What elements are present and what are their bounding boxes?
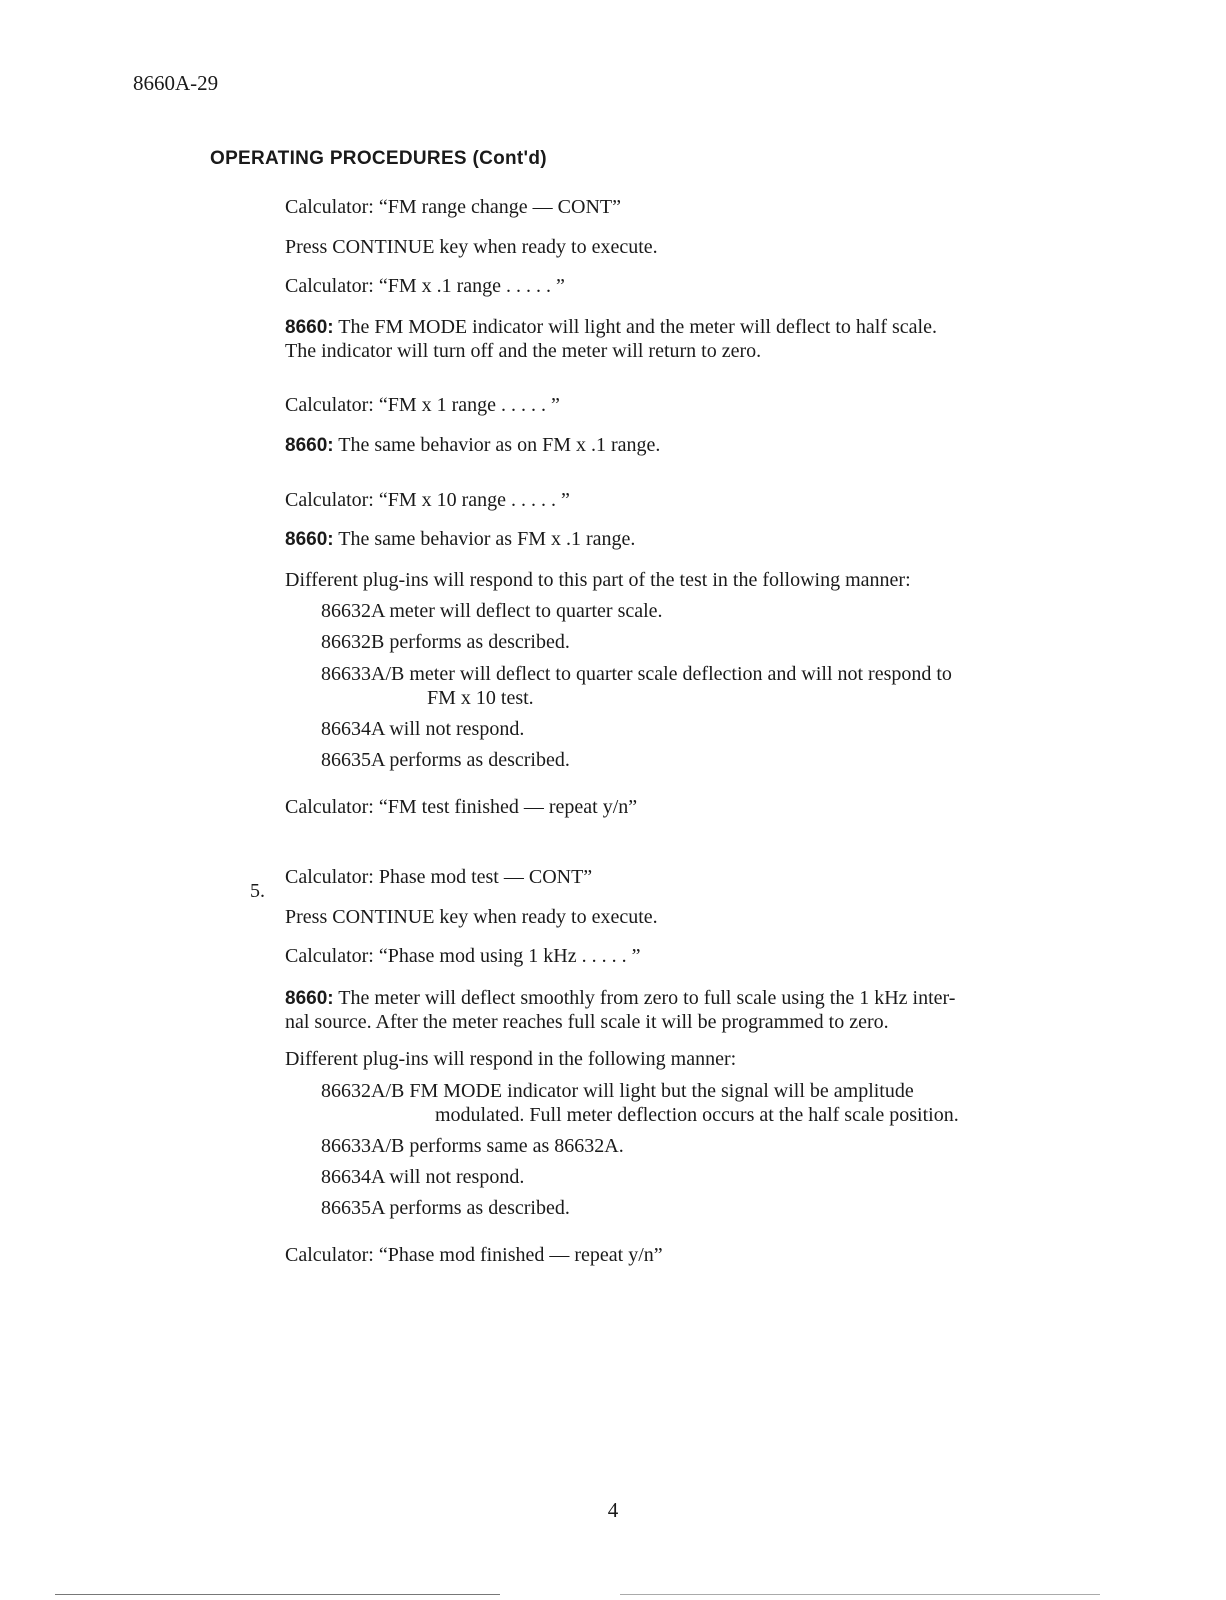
text-8660-same-behavior-1: The same behavior as on FM x .1 range. — [333, 434, 661, 456]
line-8660-meter-deflect — [285, 987, 955, 1010]
line-8660-fm-mode — [285, 316, 937, 339]
line-86632b-described: 86632B performs as described. — [321, 631, 570, 653]
line-8660-meter-deflect-cont: nal source. After the meter reaches full scale it will be programmed to zero. — [285, 1011, 889, 1033]
line-86633ab-same: 86633A/B performs same as 86632A. — [321, 1135, 624, 1157]
text-8660-same-behavior-2: The same behavior as FM x .1 range. — [333, 528, 636, 550]
line-different-plugins-2: Different plug-ins will respond in the following manner: — [285, 1048, 737, 1070]
line-phase-mod-test: Calculator: Phase mod test — CONT” — [285, 866, 593, 888]
step-number-5: 5. — [250, 880, 265, 902]
line-8660-same-behavior-2 — [285, 528, 635, 551]
line-phase-mod-1khz: Calculator: “Phase mod using 1 kHz . . . . . ” — [285, 945, 641, 967]
line-phase-mod-finished: Calculator: “Phase mod finished — repeat y/n” — [285, 1244, 663, 1266]
line-86633ab-quarter-cont: FM x 10 test. — [427, 687, 534, 709]
text-8660-fm-mode: The FM MODE indicator will light and the meter will deflect to half scale. — [333, 316, 937, 338]
line-press-continue-1: Press CONTINUE key when ready to execute. — [285, 236, 658, 258]
line-86632ab-fm-mode-cont: modulated. Full meter deflection occurs at the half scale position. — [435, 1104, 959, 1126]
scan-edge-rule-right — [620, 1594, 1100, 1595]
line-86635a-described: 86635A performs as described. — [321, 749, 570, 771]
label-8660: 8660: — [285, 529, 334, 550]
line-86632ab-fm-mode: 86632A/B FM MODE indicator will light but the signal will be amplitude — [321, 1080, 914, 1102]
line-86634a-no-respond: 86634A will not respond. — [321, 718, 525, 740]
label-8660: 8660: — [285, 435, 334, 456]
section-heading: OPERATING PROCEDURES (Cont'd) — [210, 148, 547, 169]
page-number: 4 — [607, 1498, 619, 1522]
line-86633ab-quarter: 86633A/B meter will deflect to quarter scale deflection and will not respond to — [321, 663, 952, 685]
line-86632a-quarter: 86632A meter will deflect to quarter scale. — [321, 600, 663, 622]
line-fm-test-finished: Calculator: “FM test finished — repeat y/n” — [285, 796, 638, 818]
label-8660: 8660: — [285, 988, 334, 1009]
line-fm-x01-range: Calculator: “FM x .1 range . . . . . ” — [285, 275, 565, 297]
line-8660-fm-mode-cont: The indicator will turn off and the meter will return to zero. — [285, 340, 762, 362]
line-press-continue-2: Press CONTINUE key when ready to execute. — [285, 906, 658, 928]
line-86634a-no-respond-2: 86634A will not respond. — [321, 1166, 525, 1188]
label-8660: 8660: — [285, 317, 334, 338]
doc-id: 8660A-29 — [133, 71, 219, 95]
line-fm-x10-range: Calculator: “FM x 10 range . . . . . ” — [285, 489, 570, 511]
line-different-plugins-1: Different plug-ins will respond to this part of the test in the following manner: — [285, 569, 911, 591]
line-fm-x1-range: Calculator: “FM x 1 range . . . . . ” — [285, 394, 560, 416]
line-8660-same-behavior-1 — [285, 434, 660, 457]
line-fm-range-change: Calculator: “FM range change — CONT” — [285, 196, 622, 218]
line-86635a-described-2: 86635A performs as described. — [321, 1197, 570, 1219]
text-8660-meter-deflect: The meter will deflect smoothly from zero to full scale using the 1 kHz inter- — [333, 987, 956, 1009]
scan-edge-rule-left — [55, 1594, 500, 1595]
